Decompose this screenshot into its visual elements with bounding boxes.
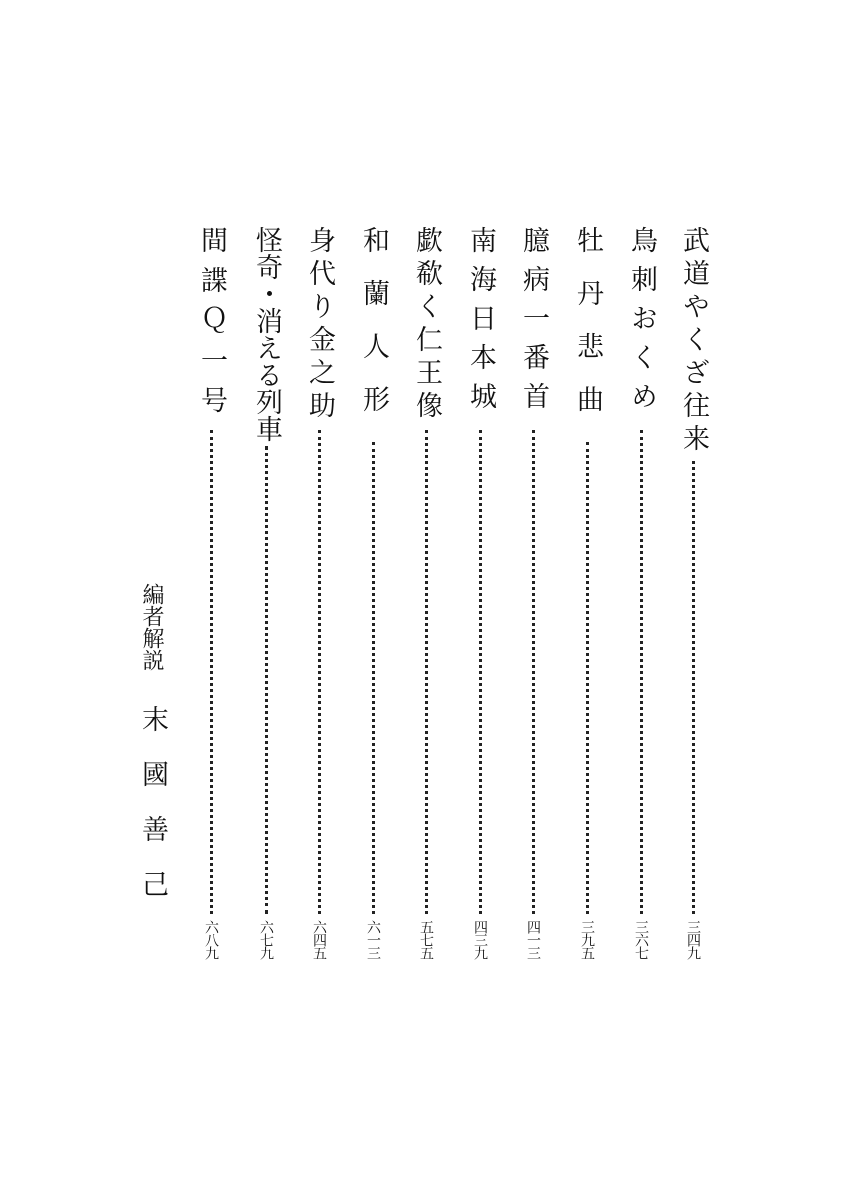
entry-page-number: 四三九	[472, 920, 488, 959]
entry-title: 南海日本城	[465, 226, 496, 421]
entry-page-number: 六八九	[203, 920, 219, 959]
entry-page-number: 四一三	[525, 920, 541, 959]
dot-leader	[479, 430, 482, 914]
entry-title: 武道やくざ往来	[678, 226, 709, 457]
entry-title: 間諜Ｑ一号	[196, 226, 227, 426]
entry-page-number: 六一三	[365, 920, 381, 959]
entry-title: 鳥刺おくめ	[626, 226, 657, 421]
toc-entry-7[interactable]	[356, 226, 390, 959]
commentary-author: 末國善己	[137, 705, 168, 925]
dot-leader	[692, 461, 695, 914]
commentary-label[interactable]: 編者解説	[139, 583, 164, 671]
entry-page-number: 五七五	[418, 920, 434, 959]
dot-leader	[640, 430, 643, 914]
toc-entry-1[interactable]	[676, 226, 710, 959]
entry-page-number: 三六七	[633, 920, 649, 959]
dot-leader	[265, 446, 268, 914]
toc-entry-2[interactable]	[624, 226, 658, 959]
entry-title: 身代り金之助	[304, 226, 335, 424]
entry-page-number: 六四五	[311, 920, 327, 959]
dot-leader	[318, 430, 321, 914]
dot-leader	[425, 430, 428, 914]
dot-leader	[372, 442, 375, 914]
toc-entry-5[interactable]	[463, 226, 497, 959]
entry-page-number: 三四九	[685, 920, 701, 959]
dot-leader	[210, 430, 213, 914]
toc-entry-6[interactable]	[409, 226, 443, 959]
entry-page-number: 六七九	[258, 920, 274, 959]
toc-entry-10[interactable]	[194, 226, 228, 959]
toc-entry-8[interactable]	[302, 226, 336, 959]
entry-title: 和蘭人形	[358, 226, 389, 438]
dot-leader	[586, 442, 589, 914]
toc-entry-3[interactable]	[570, 226, 604, 959]
toc-entry-9[interactable]	[249, 226, 283, 959]
entry-title: 臆病一番首	[518, 226, 549, 421]
entry-title: 歔欷く仁王像	[411, 226, 442, 424]
toc-entry-4[interactable]	[516, 226, 550, 959]
entry-title: 怪奇・消える列車	[251, 226, 282, 442]
entry-page-number: 三九五	[579, 920, 595, 959]
dot-leader	[532, 430, 535, 914]
entry-title: 牡丹悲曲	[572, 226, 603, 438]
